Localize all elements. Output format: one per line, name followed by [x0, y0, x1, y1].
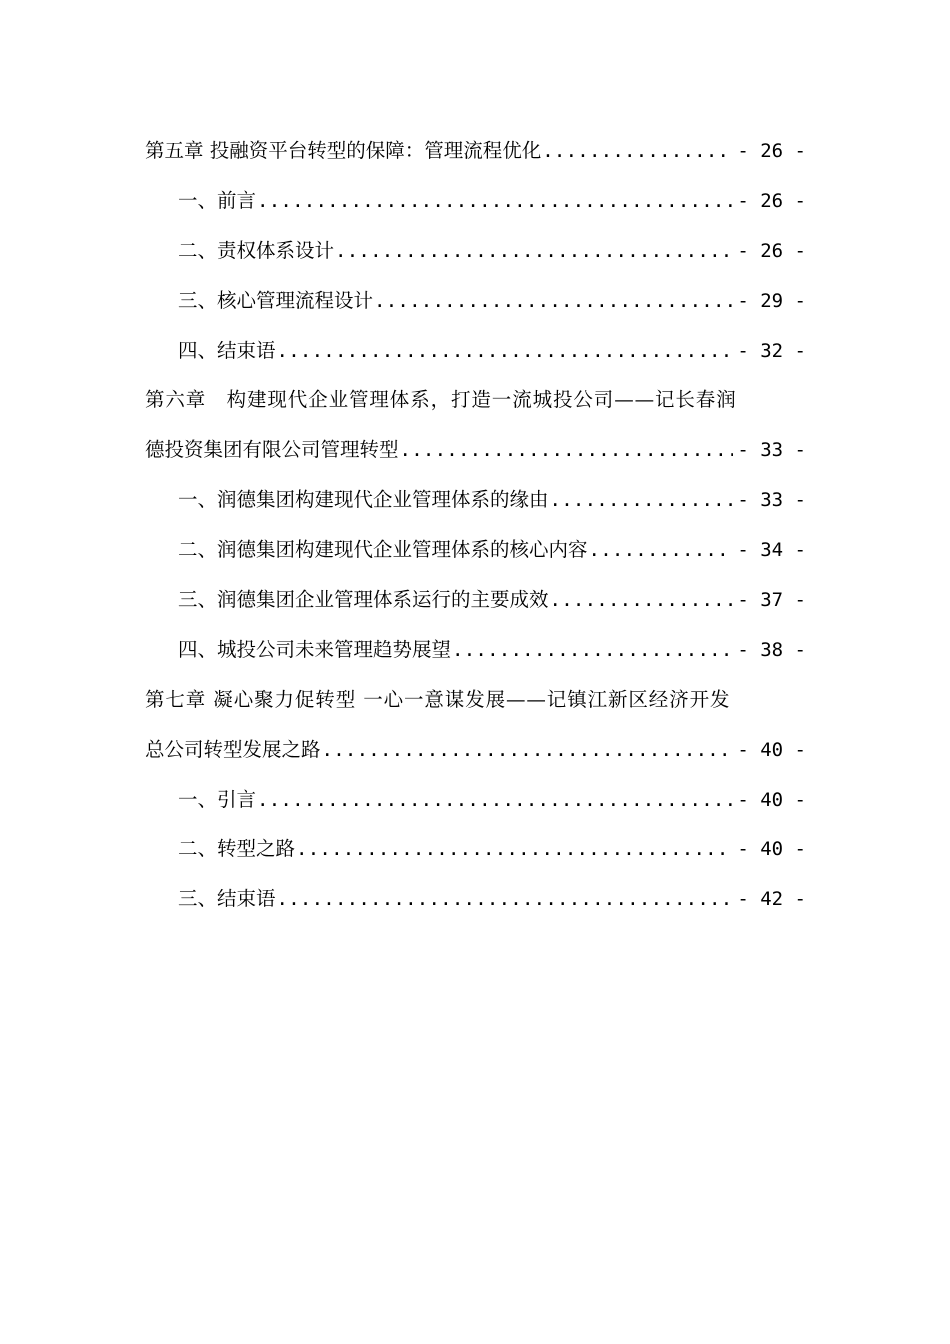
toc-entry-title-continued: 德投资集团有限公司管理转型: [145, 438, 399, 462]
toc-leader-dots: [296, 825, 733, 874]
toc-entry-title: 三、结束语: [178, 887, 276, 911]
toc-page-number: - 42 -: [737, 888, 806, 911]
toc-entry-7-2[interactable]: [145, 824, 806, 874]
toc-entry-5-2[interactable]: [145, 226, 806, 276]
toc-leader-dots: [452, 626, 733, 675]
toc-page-number: - 40 -: [737, 788, 806, 811]
toc-page-number: - 33 -: [737, 439, 806, 462]
toc-entry-title: 第七章 凝心聚力促转型 一心一意谋发展——记镇江新区经济开发: [145, 687, 731, 711]
toc-leader-dots: [400, 426, 734, 475]
toc-leader-dots: [335, 227, 733, 276]
toc-page-number: - 40 -: [737, 738, 806, 761]
toc-entry-title: 三、核心管理流程设计: [178, 288, 374, 312]
toc-entry-title-continued: 总公司转型发展之路: [145, 737, 321, 761]
toc-page-number: - 33 -: [737, 489, 806, 512]
toc-entry-title: 二、转型之路: [178, 837, 296, 861]
toc-leader-dots: [277, 875, 734, 924]
toc-entry-chapter-5[interactable]: [145, 126, 806, 176]
toc-entry-6-1[interactable]: [145, 475, 806, 525]
toc-entry-title: 第五章 投融资平台转型的保障：管理流程优化: [145, 139, 542, 162]
toc-entry-title: 二、责权体系设计: [178, 238, 335, 262]
toc-entry-title: 三、润德集团企业管理体系运行的主要成效: [178, 588, 549, 612]
toc-entry-title: 二、润德集团构建现代企业管理体系的核心内容: [178, 538, 588, 562]
toc-entry-5-1[interactable]: [145, 176, 806, 226]
toc-page-number: - 40 -: [737, 838, 806, 861]
toc-entry-chapter-7-line1[interactable]: [145, 675, 806, 725]
toc-page-number: - 38 -: [737, 638, 806, 661]
toc-leader-dots: [550, 476, 734, 525]
toc-entry-title: 四、结束语: [178, 338, 276, 362]
toc-leader-dots: [374, 277, 733, 326]
toc-entry-7-1[interactable]: [145, 775, 806, 825]
toc-page-number: - 26 -: [737, 189, 806, 212]
toc-leader-dots: [257, 177, 733, 226]
toc-leader-dots: [322, 726, 734, 775]
toc-page-number: - 37 -: [737, 589, 806, 612]
toc-leader-dots: [542, 127, 733, 176]
toc-entry-6-4[interactable]: [145, 625, 806, 675]
toc-entry-chapter-7-line2[interactable]: [145, 725, 806, 775]
toc-page-number: - 26 -: [737, 140, 806, 162]
toc-leader-dots: [257, 776, 733, 825]
toc-leader-dots: [277, 327, 734, 376]
toc-entry-title: 第六章 构建现代企业管理体系，打造一流城投公司——记长春润: [145, 388, 737, 412]
toc-page-number: - 29 -: [737, 289, 806, 312]
toc-entry-title: 一、引言: [178, 787, 257, 811]
toc-page-number: - 34 -: [737, 539, 806, 562]
toc-entry-chapter-6-line1[interactable]: [145, 375, 806, 425]
toc-leader-dots: [550, 576, 734, 625]
toc-entry-title: 四、城投公司未来管理趋势展望: [178, 637, 452, 661]
toc-entry-chapter-6-line2[interactable]: [145, 425, 806, 475]
toc-entry-title: 一、润德集团构建现代企业管理体系的缘由: [178, 488, 549, 512]
toc-entry-title: 一、前言: [178, 188, 257, 212]
toc-leader-dots: [589, 526, 734, 575]
toc-entry-6-3[interactable]: [145, 575, 806, 625]
toc-entry-7-3[interactable]: [145, 874, 806, 924]
toc-page-number: - 32 -: [737, 339, 806, 362]
toc-page-number: - 26 -: [737, 239, 806, 262]
table-of-contents: [145, 126, 806, 924]
toc-entry-5-3[interactable]: [145, 276, 806, 326]
toc-entry-5-4[interactable]: [145, 326, 806, 376]
toc-entry-6-2[interactable]: [145, 525, 806, 575]
